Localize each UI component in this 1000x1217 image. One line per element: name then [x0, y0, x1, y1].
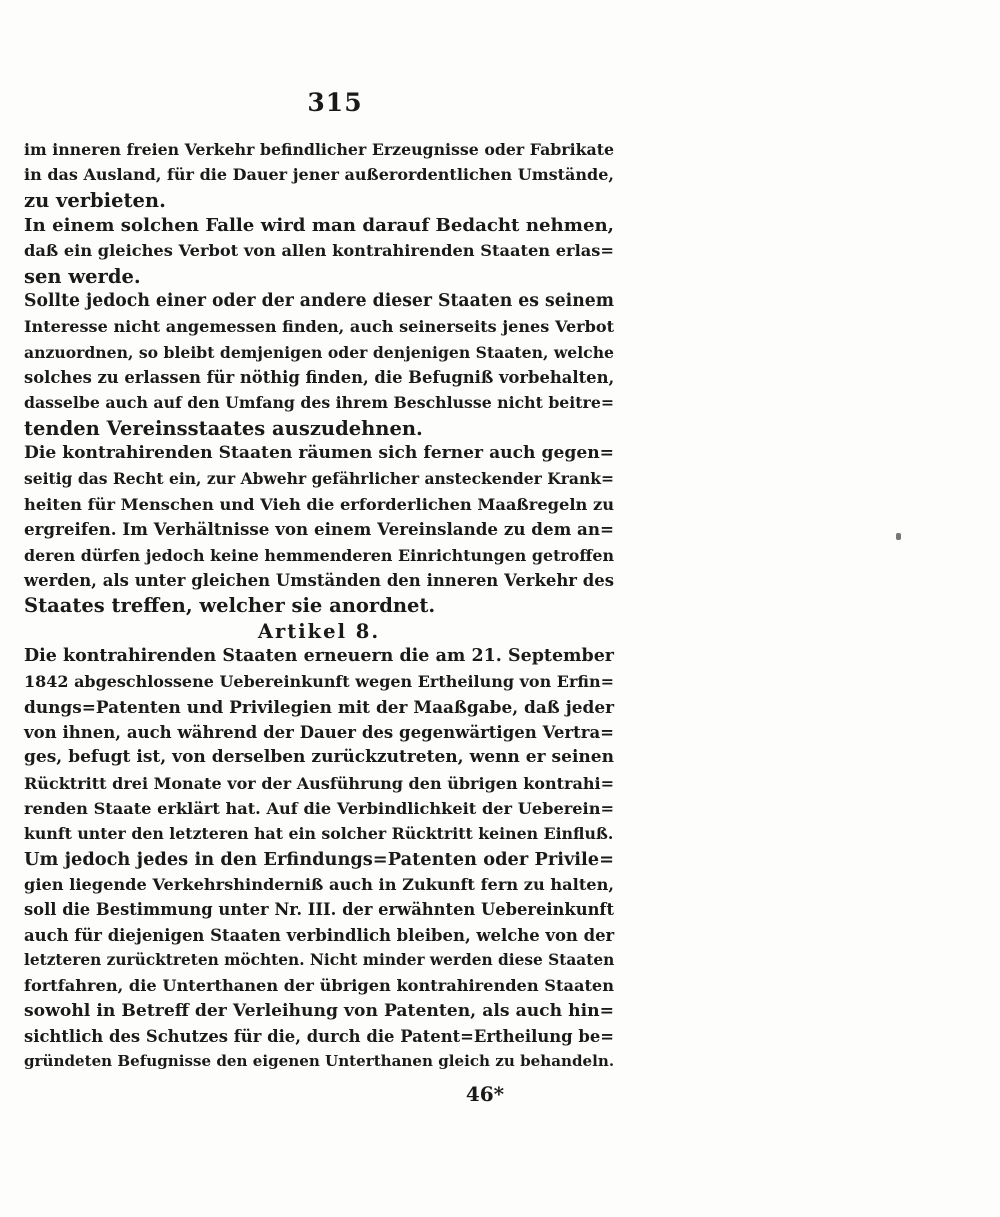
text-line: auch für diejenigen Staaten verbindlich bleiben, welche von der [24, 925, 615, 945]
body-text [24, 137, 614, 1075]
text-line: im inneren freien Verkehr befindlicher Erzeugnisse oder Fabrikate [24, 140, 614, 159]
text-line: ergreifen. Im Verhältnisse von einem Vereinslande zu dem an= [24, 519, 614, 540]
text-line: zu verbieten. [24, 188, 166, 212]
text-line: dasselbe auch auf den Umfang des ihrem Beschlusse nicht beitre= [24, 393, 614, 413]
text-line: dungs=Patenten und Privilegien mit der Maaßgabe, daß jeder [24, 696, 614, 717]
text-line: Die kontrahirenden Staaten räumen sich ferner auch gegen= [24, 443, 614, 464]
page-number: 315 [307, 88, 363, 117]
text-line: sowohl in Betreff der Verleihung von Patenten, als auch hin= [24, 1000, 614, 1021]
signature-mark: 46* [465, 1082, 505, 1106]
text-line: in das Ausland, für die Dauer jener außerordentlichen Umstände, [24, 165, 614, 185]
text-line: In einem solchen Falle wird man darauf Bedacht nehmen, [24, 215, 614, 237]
text-line: solches zu erlassen für nöthig finden, die Befugniß vorbehalten, [24, 368, 615, 388]
text-line: von ihnen, auch während der Dauer des gegenwärtigen Vertra= [24, 721, 614, 742]
text-line: gründeten Befugnisse den eigenen Unterthanen gleich zu behandeln. [24, 1052, 615, 1071]
text-line: werden, als unter gleichen Umständen den inneren Verkehr des [24, 570, 614, 590]
text-line: ges, befugt ist, von derselben zurückzutreten, wenn er seinen [24, 747, 614, 768]
scan-speck [896, 533, 901, 540]
text-line: sichtlich des Schutzes für die, durch die Patent=Ertheilung be= [24, 1027, 614, 1047]
text-line: kunft unter den letzteren hat ein solcher Rücktritt keinen Einfluß. [24, 824, 614, 844]
text-line: gien liegende Verkehrshinderniß auch in Zukunft fern zu halten, [24, 874, 614, 894]
text-line: sen werde. [24, 264, 141, 288]
text-line: Interesse nicht angemessen finden, auch seinerseits jenes Verbot [24, 317, 614, 337]
text-line: Staates treffen, welcher sie anordnet. [24, 594, 436, 618]
text-line: fortfahren, die Unterthanen der übrigen kontrahirenden Staaten [24, 976, 614, 996]
text-line: Sollte jedoch einer oder der andere dieser Staaten es seinem [24, 291, 614, 312]
text-line: seitig das Recht ein, zur Abwehr gefährlicher ansteckender Krank= [24, 469, 614, 489]
text-line: heiten für Menschen und Vieh die erforderlichen Maaßregeln zu [24, 494, 615, 514]
text-line: Rücktritt drei Monate vor der Ausführung den übrigen kontrahi= [24, 773, 614, 793]
text-line: deren dürfen jedoch keine hemmenderen Einrichtungen getroffen [24, 545, 614, 565]
text-line: letzteren zurücktreten möchten. Nicht minder werden diese Staaten [24, 951, 615, 969]
text-line: Die kontrahirenden Staaten erneuern die am 21. September [24, 645, 614, 666]
article-heading: Artikel 8. [257, 619, 381, 643]
text-line: Um jedoch jedes in den Erfindungs=Patenten oder Privile= [24, 848, 614, 870]
text-line: tenden Vereinsstaates auszudehnen. [24, 416, 423, 440]
text-line: 1842 abgeschlossene Uebereinkunft wegen Ertheilung von Erfin= [24, 672, 614, 692]
text-line: soll die Bestimmung unter Nr. III. der erwähnten Uebereinkunft [24, 900, 614, 920]
text-line: anzuordnen, so bleibt demjenigen oder denjenigen Staaten, welche [24, 342, 614, 362]
text-line: daß ein gleiches Verbot von allen kontrahirenden Staaten erlas= [24, 241, 614, 261]
text-line: renden Staate erklärt hat. Auf die Verbindlichkeit der Ueberein= [24, 798, 614, 818]
